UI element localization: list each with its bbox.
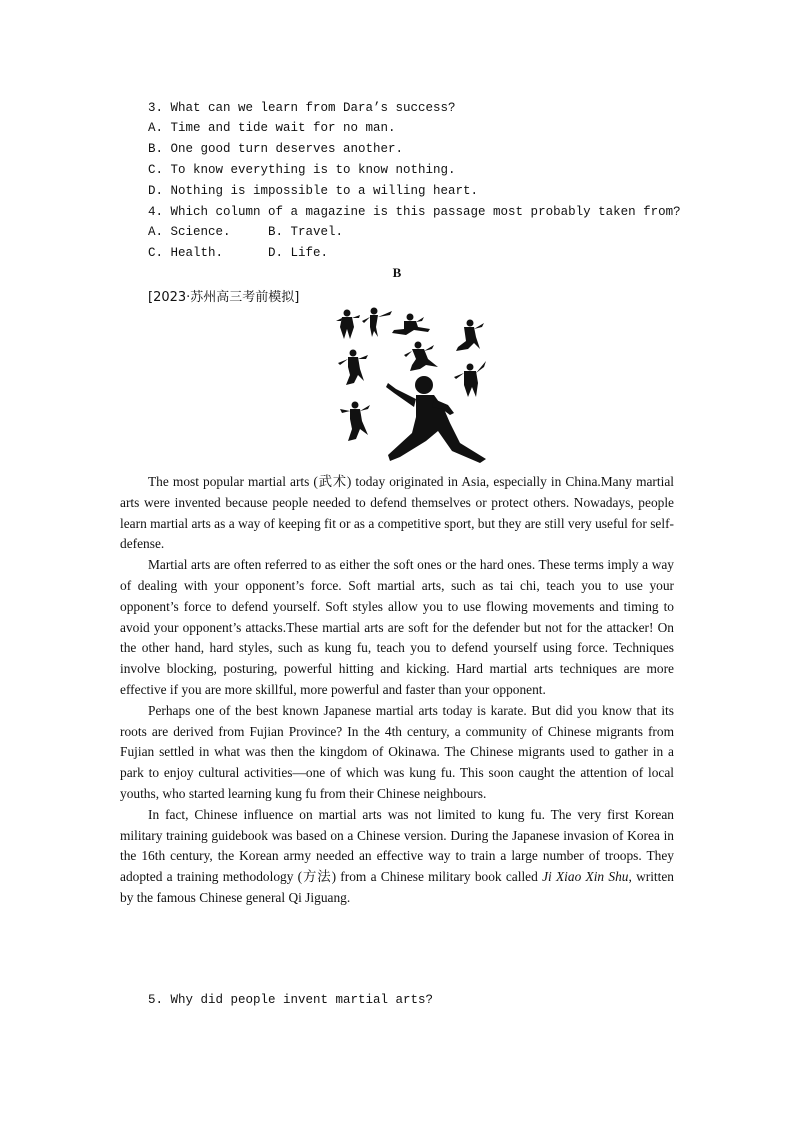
book-title: Ji Xiao Xin Shu [542, 869, 629, 885]
options-4ab: A. Science. B. Travel. [148, 225, 344, 239]
paragraph-4-text-a: In fact, Chinese influence on martial arts was not limited to kung fu. The very first Korean military training guidebook was based on a Chinese version. During the Japanese invasion of Korea in the 16th century, the Korean army needed an effective way to train a large number of troops. They adopted a training methodology (方法) from a Chinese military book called [120, 806, 674, 885]
paragraph-1: The most popular martial arts (武术) today originated in Asia, especially in China.Many martial arts were invented because people needed to defend themselves or protect others. Nowadays, people learn martial arts as a way of keeping fit or as a competitive sport, but they are still very useful for self-defense. [120, 474, 674, 552]
option-3b: B. One good turn deserves another. [148, 142, 404, 156]
question-3: 3. What can we learn from Dara’s success? [148, 101, 456, 115]
martial-arts-silhouettes-illustration [330, 305, 490, 465]
question-5: 5. Why did people invent martial arts? [148, 993, 434, 1007]
section-label: B [392, 265, 402, 280]
option-3d: D. Nothing is impossible to a willing heart. [148, 184, 479, 198]
paragraph-4 [120, 805, 674, 909]
paragraph-4-text-b: , written by the famous Chinese general Qi Jiguang. [120, 869, 674, 905]
paragraph-3: Perhaps one of the best known Japanese martial arts today is karate. But did you know that its roots are derived from Fujian Province? In the 4th century, a community of Chinese migrants from Fujian settled in what was then the kingdom of Okinawa. The Chinese migrants used to gather in a park to enjoy cultural activities—one of which was kung fu. This soon caught the attention of local youths, who started learning kung fu from their Chinese neighbours. [120, 702, 674, 801]
option-3c: C. To know everything is to know nothing. [148, 163, 456, 177]
paragraph-2: Martial arts are often referred to as either the soft ones or the hard ones. These terms imply a way of dealing with your opponent’s force. Soft martial arts, such as tai chi, teach you to use your opponent’s force to defend yourself. Soft styles allow you to use flowing movements and timing to avoid your opponent’s attacks.These martial arts are soft for the defender but not for the attacker! On the other hand, hard styles, such as kung fu, teach you to defend yourself using force. Techniques involve blocking, posturing, powerful hitting and kicking. Hard martial arts techniques are more effective if you are more skillful, more powerful and faster than your opponent. [120, 557, 674, 697]
article-body [120, 472, 674, 909]
options-4cd: C. Health. D. Life. [148, 246, 329, 260]
option-3a: A. Time and tide wait for no man. [148, 121, 396, 135]
question-4: 4. Which column of a magazine is this passage most probably taken from? [148, 205, 681, 219]
source-tag: [2023·苏州高三考前模拟] [148, 290, 300, 305]
